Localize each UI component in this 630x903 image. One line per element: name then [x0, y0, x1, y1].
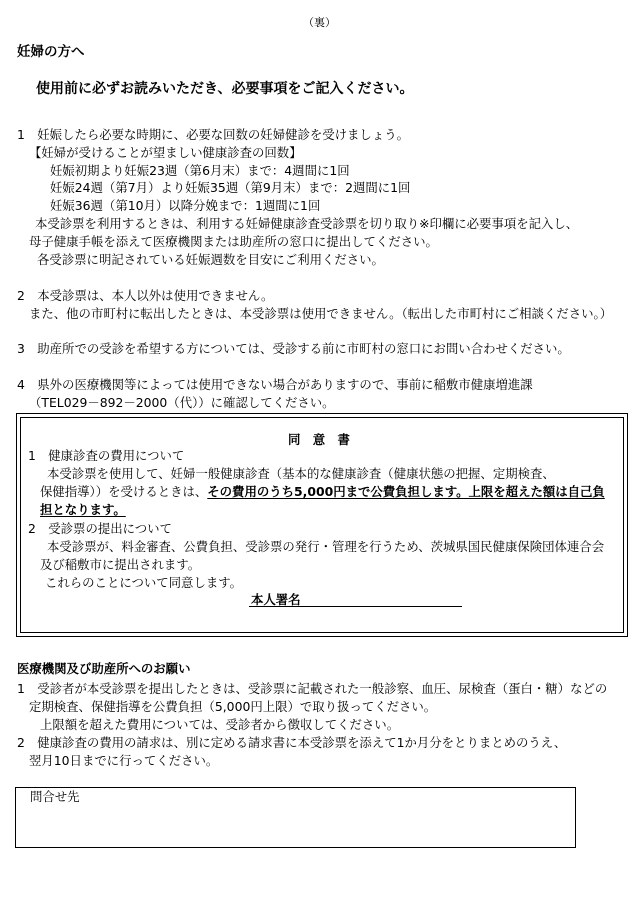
- section3-line1: 3 助産所での受診を希望する方については、受診する前に市町村の窓口にお問い合わせください。: [17, 341, 570, 356]
- public-cost-notice: その費用のうち5,000円まで公費負担します。上限を超えた額は自己負: [207, 484, 605, 499]
- medical-item1-line1: 1 受診者が本受診票を提出したときは、受診票に記載された一般診察、血圧、尿検査（蛋白・糖）などの: [17, 681, 608, 696]
- section2-line1: 2 本受診票は、本人以外は使用できません。: [17, 288, 274, 303]
- consent-item1-line2: [40, 486, 605, 498]
- consent-item1-line2-plain: 保健指導））を受けるときは、: [40, 484, 208, 499]
- medical-item2-line1: 2 健康診査の費用の請求は、別に定める請求書に本受診票を添えて1か月分をとりまとめのうえ、: [17, 735, 567, 750]
- page-side-label: （裏）: [303, 16, 336, 29]
- section1-para2: 各受診票に明記されている妊娠週数を目安にご利用ください。: [37, 252, 384, 267]
- schedule-item-2: 妊娠24週（第7月）より妊娠35週（第9月末）まで：2週間に1回: [50, 180, 411, 195]
- contact-box[interactable]: [15, 787, 576, 848]
- consent-title: 同 意 書: [288, 432, 350, 447]
- contact-label: 問合せ先: [30, 789, 80, 804]
- consent-item2-line2: 及び稲敷市に提出されます。: [40, 557, 201, 572]
- consent-item2-line3: これらのことについて同意します。: [45, 575, 243, 590]
- page-heading: 妊婦の方へ: [17, 44, 85, 60]
- section2-line2: また、他の市町村に転出したときは、本受診票は使用できません。（転出した市町村にご相談ください。）: [29, 306, 613, 321]
- section4-line2: （TEL029－892－2000（代））に確認してください。: [29, 395, 335, 410]
- public-cost-notice-cont: 担となります。: [40, 502, 126, 517]
- consent-item1-line1: 本受診票を使用して、妊婦一般健康診査（基本的な健康診査（健康状態の把握、定期検査、: [47, 466, 555, 481]
- section1-para1-line2: 母子健康手帳を添えて医療機関または助産所の窓口に提出してください。: [29, 234, 438, 249]
- section1-subhead: 【妊婦が受けることが望ましい健康診査の回数】: [29, 145, 302, 160]
- signature-line[interactable]: [249, 606, 462, 607]
- signature-label: 本人署名: [251, 592, 301, 607]
- medical-item2-line2: 翌月10日までに行ってください。: [29, 753, 219, 768]
- consent-item2-line1: 本受診票が、料金審査、公費負担、受診票の発行・管理を行うため、茨城県国民健康保険団体連合会: [47, 539, 605, 554]
- section1-para1-line1: 本受診票を利用するときは、利用する妊婦健康診査受診票を切り取り※印欄に必要事項を記入し、: [35, 216, 579, 231]
- section1-line1: 1 妊娠したら必要な時期に、必要な回数の妊婦健診を受けましょう。: [17, 127, 409, 142]
- page-subheading: 使用前に必ずお読みいただき、必要事項をご記入ください。: [36, 81, 414, 97]
- schedule-item-1: 妊娠初期より妊娠23週（第6月末）まで：4週間に1回: [50, 163, 350, 178]
- medical-heading: 医療機関及び助産所へのお願い: [17, 661, 191, 676]
- consent-item2-title: 2 受診票の提出について: [28, 521, 172, 536]
- schedule-item-3: 妊娠36週（第10月）以降分娩まで：1週間に1回: [50, 198, 321, 213]
- medical-item1-line3: 上限額を超えた費用については、受診者から徴収してください。: [40, 717, 400, 732]
- section4-line1: 4 県外の医療機関等によっては使用できない場合がありますので、事前に稲敷市健康増進課: [17, 377, 533, 392]
- medical-item1-line2: 定期検査、保健指導を公費負担（5,000円上限）で取り扱ってください。: [29, 699, 437, 714]
- consent-item1-title: 1 健康診査の費用について: [28, 448, 185, 463]
